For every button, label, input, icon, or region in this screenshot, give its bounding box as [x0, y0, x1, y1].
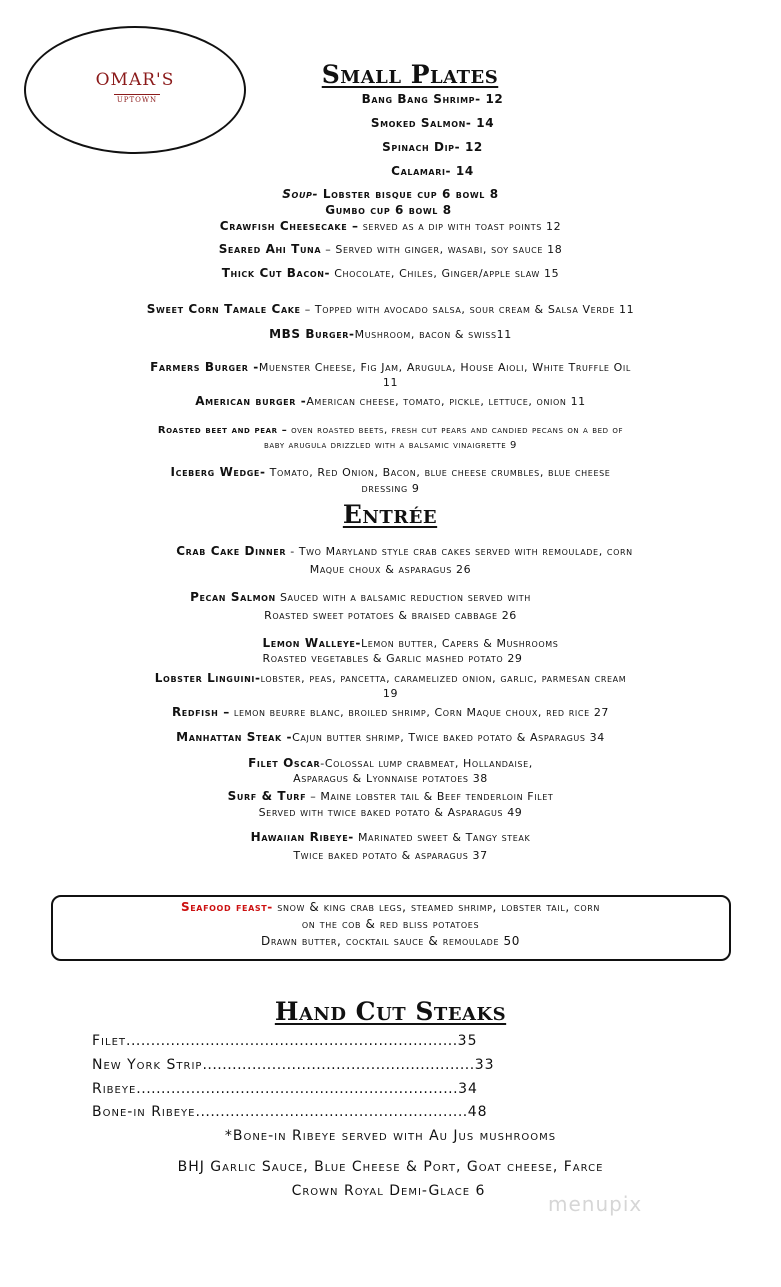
- menu-item-thick-cut-bacon: Thick Cut Bacon- Chocolate, Chiles, Ginger/apple slaw 15: [221, 266, 560, 280]
- menu-item-calamari: Calamari- 14: [391, 164, 474, 178]
- steak-item-filet: Filet...................................................................35: [92, 1033, 478, 1049]
- steak-sauces: BHJ Garlic Sauce, Blue Cheese & Port, Goat cheese, Farce: [177, 1159, 604, 1175]
- menu-item-iceberg-wedge-desc: dressing 9: [361, 482, 420, 495]
- steak-item-bone-in-ribeye: Bone-in Ribeye.......................................................48: [92, 1104, 488, 1120]
- menu-item-bang-bang-shrimp: Bang Bang Shrimp- 12: [361, 92, 504, 106]
- menu-item-spinach-dip: Spinach Dip- 12: [382, 140, 483, 154]
- menu-item-sweet-corn-tamale-cake: Sweet Corn Tamale Cake – Topped with avocado salsa, sour cream & Salsa Verde 11: [146, 302, 635, 316]
- menu-item-iceberg-wedge: Iceberg Wedge- Tomato, Red Onion, Bacon, blue cheese crumbles, blue cheese: [170, 465, 611, 479]
- menu-item-gumbo: Gumbo cup 6 bowl 8: [325, 203, 452, 217]
- menu-item-seafood-feast: Seafood feast- snow & king crab legs, steamed shrimp, lobster tail, corn: [180, 900, 600, 914]
- menu-item-redfish: Redfish – lemon beurre blanc, broiled shrimp, Corn Maque choux, red rice 27: [171, 705, 610, 719]
- menu-item-american-burger: American burger -American cheese, tomato, pickle, lettuce, onion 11: [195, 394, 586, 408]
- watermark: menupix: [548, 1192, 643, 1216]
- menu-item-filet-oscar-desc: Asparagus & Lyonnaise potatoes 38: [293, 772, 488, 785]
- small-plates-heading: Small Plates: [321, 60, 499, 89]
- menu-item-seafood-feast-desc: on the cob & red bliss potatoes: [301, 917, 480, 931]
- menu-item-farmers-burger-price: 11: [382, 376, 399, 389]
- menu-item-soup: Soup- Lobster bisque cup 6 bowl 8: [282, 187, 499, 201]
- menu-item-hawaiian-ribeye: Hawaiian Ribeye- Marinated sweet & Tangy steak: [250, 830, 531, 844]
- menu-item-filet-oscar: Filet Oscar-Colossal lump crabmeat, Hollandaise,: [248, 756, 533, 770]
- menu-item-smoked-salmon: Smoked Salmon- 14: [370, 116, 495, 130]
- entree-heading: Entrée: [342, 500, 438, 529]
- steak-item-new-york-strip: New York Strip.......................................................33: [92, 1057, 495, 1073]
- menu-item-roasted-beet-and-pear: Roasted beet and pear – oven roasted beets, fresh cut pears and candied pecans on a bed of: [157, 425, 624, 436]
- menu-item-lobster-linguini-price: 19: [382, 687, 399, 700]
- menu-item-seared-ahi-tuna: Seared Ahi Tuna – Served with ginger, wasabi, soy sauce 18: [218, 242, 563, 256]
- menu-item-roasted-beet-desc: baby arugula drizzled with a balsamic vinaigrette 9: [264, 440, 517, 451]
- hand-cut-steaks-heading: Hand Cut Steaks: [274, 997, 507, 1026]
- menu-item-surf-and-turf: Surf & Turf – Maine lobster tail & Beef tenderloin Filet: [227, 789, 554, 803]
- logo-subtitle: UPTOWN: [114, 94, 160, 104]
- menu-item-lemon-walleye: Lemon Walleye-Lemon butter, Capers & Mushrooms: [262, 636, 559, 650]
- menu-item-hawaiian-ribeye-desc: Twice baked potato & asparagus 37: [293, 849, 488, 862]
- menu-item-pecan-salmon-desc: Roasted sweet potatoes & braised cabbage 26: [264, 609, 517, 622]
- logo: [24, 26, 246, 154]
- steak-note: *Bone-in Ribeye served with Au Jus mushrooms: [224, 1128, 557, 1144]
- menu-item-crawfish-cheesecake: Crawfish Cheesecake – served as a dip with toast points 12: [219, 219, 562, 233]
- menu-item-manhattan-steak: Manhattan Steak -Cajun butter shrimp, Twice baked potato & Asparagus 34: [176, 730, 605, 744]
- menu-item-lemon-walleye-desc: Roasted vegetables & Garlic mashed potato 29: [262, 652, 523, 665]
- menu-item-crab-cake-dinner: Crab Cake Dinner - Two Maryland style crab cakes served with remoulade, corn: [176, 544, 633, 558]
- steak-sauces-price: Crown Royal Demi-Glace 6: [291, 1183, 486, 1199]
- logo-name: OMAR'S: [95, 70, 175, 90]
- steak-item-ribeye: Ribeye.................................................................34: [92, 1081, 478, 1097]
- menu-item-surf-and-turf-desc: Served with twice baked potato & Asparagus 49: [258, 806, 523, 819]
- menu-item-lobster-linguini: Lobster Linguini-lobster, peas, pancetta, caramelized onion, garlic, parmesan cream: [154, 671, 627, 685]
- menu-item-mbs-burger: MBS Burger-Mushroom, bacon & swiss11: [269, 327, 512, 341]
- menu-item-farmers-burger: Farmers Burger -Muenster Cheese, Fig Jam, Arugula, House Aioli, White Truffle Oil: [150, 360, 631, 374]
- menu-item-pecan-salmon: Pecan Salmon Sauced with a balsamic reduction served with: [190, 590, 531, 604]
- menu-item-crab-cake-desc: Maque choux & asparagus 26: [309, 563, 472, 576]
- menu-item-seafood-feast-price: Drawn butter, cocktail sauce & remoulade 50: [261, 934, 520, 948]
